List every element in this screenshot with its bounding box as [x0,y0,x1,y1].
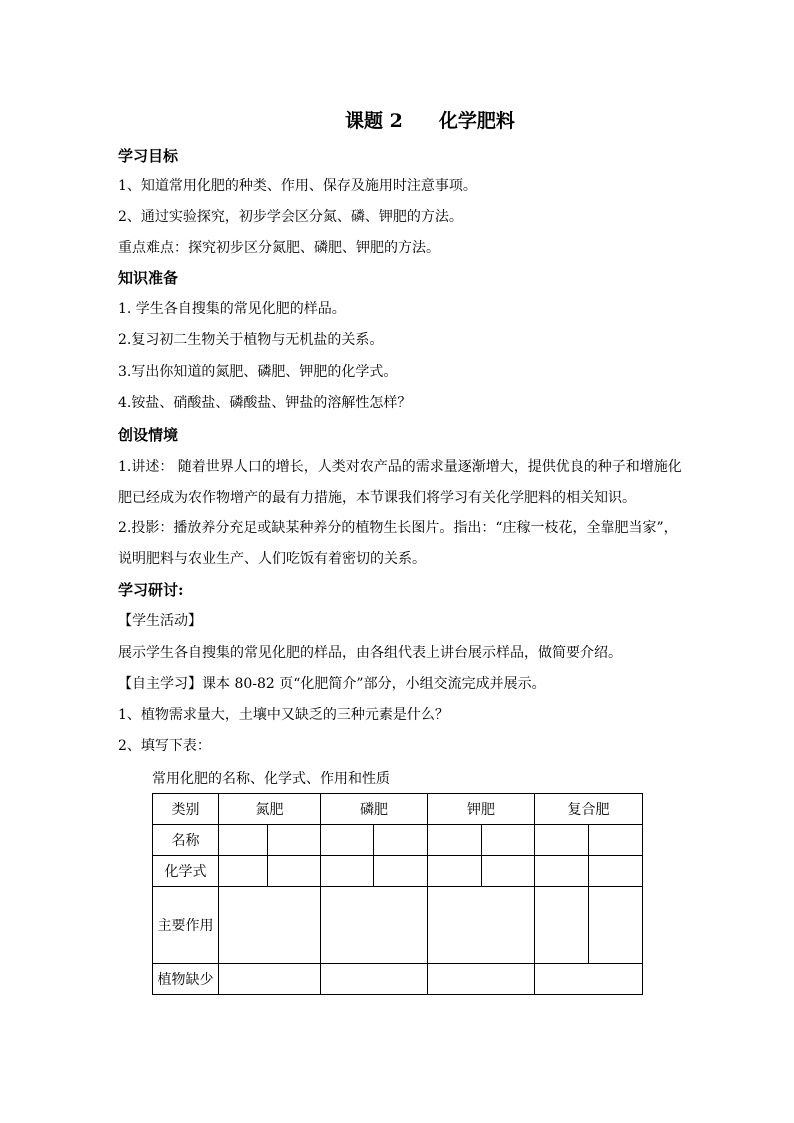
blank-cell [374,825,428,856]
blank-cell [321,825,374,856]
activity-text: 展示学生各自搜集的常见化肥的样品，由各组代表上讲台展示样品，做简要介绍。 [118,645,622,661]
prep-heading: 知识准备 [118,269,179,287]
header-potassium: 钾肥 [428,794,535,825]
prep-item-2: 2.复习初二生物关于植物与无机盐的关系。 [118,332,384,348]
table-caption: 常用化肥的名称、化学式、作用和性质 [152,771,390,787]
activity-label: 【学生活动】 [118,613,202,629]
title-topic: 化学肥料 [438,110,515,132]
table-row-name [153,825,643,856]
blank-cell [535,964,643,995]
blank-cell [321,856,374,887]
question-2: 2、填写下表： [118,738,211,754]
blank-cell [428,964,535,995]
header-category: 类别 [153,794,219,825]
blank-cell [428,887,535,964]
blank-cell [268,856,321,887]
row-label-function: 主要作用 [153,887,219,964]
scene-heading: 创设情境 [118,426,179,444]
goal-2: 2、通过实验探究，初步学会区分氮、磷、钾肥的方法。 [118,209,463,225]
prep-item-1: 1. 学生各自搜集的常见化肥的样品。 [118,301,346,317]
blank-cell [589,856,643,887]
header-nitrogen: 氮肥 [219,794,321,825]
table-row-formula [153,856,643,887]
scene-item-1-line-2: 肥已经成为农作物增产的最有力措施，本节课我们将学习有关化学肥料的相关知识。 [118,490,636,506]
blank-cell [589,825,643,856]
prep-item-4: 4.铵盐、硝酸盐、磷酸盐、钾盐的溶解性怎样？ [118,395,412,411]
blank-cell [535,825,589,856]
question-1: 1、植物需求量大，土壤中又缺乏的三种元素是什么？ [118,707,449,723]
row-label-formula: 化学式 [153,856,219,887]
blank-cell [535,887,589,964]
title-lesson-number: 课题 2 [345,110,403,132]
header-phosphorus: 磷肥 [321,794,428,825]
table-header-row [153,794,643,825]
blank-cell [219,856,268,887]
prep-item-3: 3.写出你知道的氮肥、磷肥、钾肥的化学式。 [118,364,398,380]
table-row-function [153,887,643,964]
blank-cell [219,887,321,964]
row-label-deficiency: 植物缺少 [153,964,219,995]
page-title [345,106,515,133]
blank-cell [321,964,428,995]
blank-cell [482,856,535,887]
blank-cell [268,825,321,856]
key-points: 重点难点：探究初步区分氮肥、磷肥、钾肥的方法。 [118,240,440,256]
scene-item-1-line-1: 1.讲述： 随着世界人口的增长，人类对农产品的需求量逐渐增大，提供优良的种子和增施化 [118,459,682,475]
blank-cell [428,825,482,856]
header-compound: 复合肥 [535,794,643,825]
scene-item-2-line-2: 说明肥料与农业生产、人们吃饭有着密切的关系。 [118,551,426,567]
study-heading: 学习研讨: [118,581,184,599]
self-study: 【自主学习】课本 80-82 页“化肥简介”部分，小组交流完成并展示。 [118,676,546,692]
blank-cell [219,964,321,995]
blank-cell [482,825,535,856]
fertilizer-table [152,793,643,995]
scene-item-2-line-1: 2.投影：播放养分充足或缺某种养分的植物生长图片。指出：“庄稼一枝花，全靠肥当家”， [118,520,678,536]
blank-cell [589,887,643,964]
blank-cell [321,887,428,964]
blank-cell [535,856,589,887]
goals-heading: 学习目标 [118,147,179,165]
goal-1: 1、知道常用化肥的种类、作用、保存及施用时注意事项。 [118,178,477,194]
table-row-deficiency [153,964,643,995]
blank-cell [428,856,482,887]
row-label-name: 名称 [153,825,219,856]
blank-cell [374,856,428,887]
blank-cell [219,825,268,856]
